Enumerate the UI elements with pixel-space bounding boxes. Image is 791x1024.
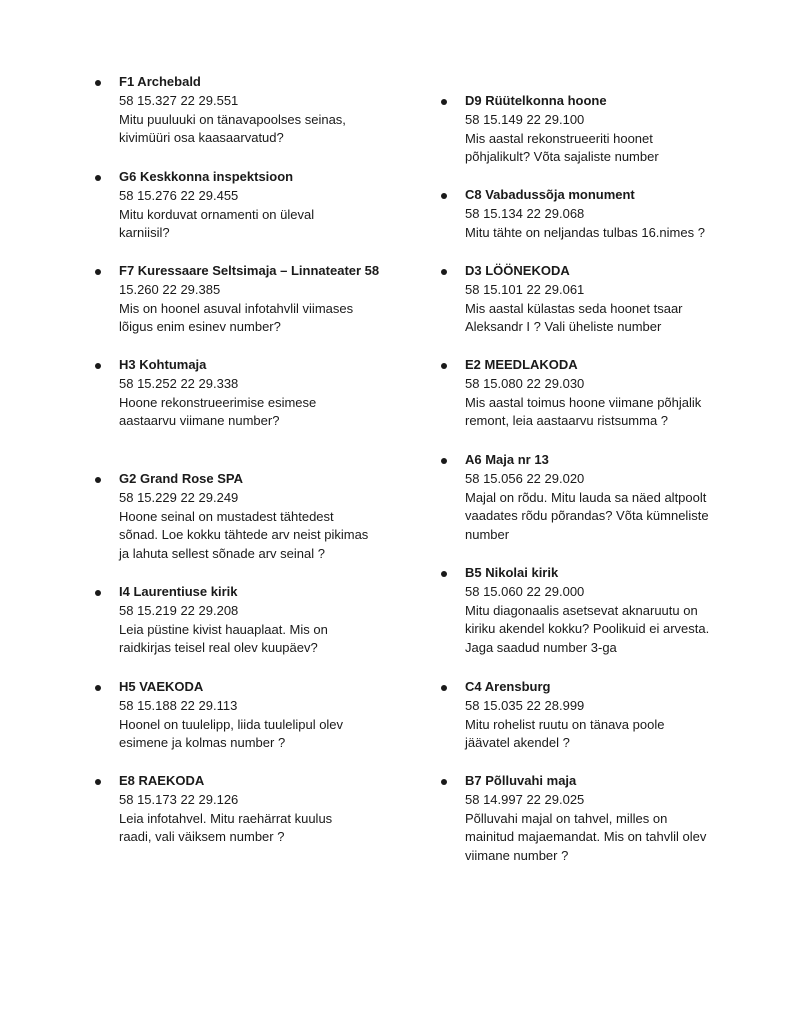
bullet-icon bbox=[95, 175, 101, 181]
question-text: Hoone seinal on mustadest tähtedest sõnad. Loe kokku tähtede arv neist pikimas ja lahuta sellest sõnade arv seinal ? bbox=[119, 508, 369, 562]
bullet-icon bbox=[441, 193, 447, 199]
location-title: F1 Archebald bbox=[119, 74, 201, 89]
list-item bbox=[95, 583, 395, 658]
list-item bbox=[441, 186, 741, 242]
bullet-icon bbox=[441, 458, 447, 464]
coordinates: 58 15.134 22 29.068 bbox=[465, 205, 585, 221]
list-item bbox=[441, 262, 741, 337]
bullet-icon bbox=[441, 779, 447, 785]
bullet-icon bbox=[95, 269, 101, 275]
coordinates: 58 15.080 22 29.030 bbox=[465, 375, 585, 391]
bullet-icon bbox=[441, 571, 447, 577]
list-item bbox=[441, 772, 741, 866]
location-title: D3 LÖÖNEKODA bbox=[465, 263, 570, 278]
bullet-icon bbox=[441, 363, 447, 369]
question-text: Leia infotahvel. Mitu raehärrat kuulus raadi, vali väiksem number ? bbox=[119, 810, 333, 845]
question-text: Mitu tähte on neljandas tulbas 16.nimes ? bbox=[465, 224, 705, 240]
bullet-icon bbox=[95, 779, 101, 785]
list-item bbox=[95, 772, 395, 847]
question-text: Majal on rõdu. Mitu lauda sa näed altpoolt vaadates rõdu põrandas? Võta kümneliste number bbox=[465, 489, 709, 543]
question-text: Hoone rekonstrueerimise esimese aastaarvu viimane number? bbox=[119, 394, 317, 429]
question-text: Põlluvahi majal on tahvel, milles on mainitud majaemandat. Mis on tahvlil olev viimane number ? bbox=[465, 810, 707, 864]
location-title: C4 Arensburg bbox=[465, 679, 551, 694]
bullet-icon bbox=[441, 99, 447, 105]
coordinates: 58 15.056 22 29.020 bbox=[465, 470, 585, 486]
bullet-icon bbox=[95, 80, 101, 86]
question-text: Mis on hoonel asuval infotahvlil viimases lõigus enim esinev number? bbox=[119, 300, 354, 335]
question-text: Mis aastal külastas seda hoonet tsaar Aleksandr I ? Vali üheliste number bbox=[465, 300, 683, 335]
location-title: A6 Maja nr 13 bbox=[465, 452, 549, 467]
question-text: Mis aastal rekonstrueeriti hoonet põhjalikult? Võta sajaliste number bbox=[465, 130, 659, 165]
location-title: I4 Laurentiuse kirik bbox=[119, 584, 238, 599]
list-item bbox=[441, 92, 741, 167]
coordinates: 58 15.173 22 29.126 bbox=[119, 791, 239, 807]
list-item bbox=[95, 470, 395, 564]
coordinates: 58 15.276 22 29.455 bbox=[119, 187, 239, 203]
coordinates: 58 15.101 22 29.061 bbox=[465, 281, 585, 297]
question-text: Hoonel on tuulelipp, liida tuulelipul olev esimene ja kolmas number ? bbox=[119, 716, 344, 751]
location-title: H5 VAEKODA bbox=[119, 679, 204, 694]
location-title: G2 Grand Rose SPA bbox=[119, 471, 244, 486]
list-item bbox=[95, 168, 395, 243]
coordinates: 58 15.035 22 28.999 bbox=[465, 697, 585, 713]
coordinates: 58 15.252 22 29.338 bbox=[119, 375, 239, 391]
bullet-icon bbox=[95, 590, 101, 596]
question-text: Mitu diagonaalis asetsevat aknaruutu on kiriku akendel kokku? Poolikuid ei arvesta. Jaga saadud number 3-ga bbox=[465, 602, 710, 656]
list-item bbox=[95, 73, 395, 148]
question-text: Mitu puuluuki on tänavapoolses seinas, kivimüüri osa kaasaarvatud? bbox=[119, 111, 346, 146]
location-title: G6 Keskkonna inspektsioon bbox=[119, 169, 294, 184]
list-item bbox=[95, 678, 395, 753]
list-item bbox=[441, 564, 741, 658]
coordinates: 58 14.997 22 29.025 bbox=[465, 791, 585, 807]
coordinates: 15.260 22 29.385 bbox=[119, 281, 221, 297]
question-text: Mitu rohelist ruutu on tänava poole jäävatel akendel ? bbox=[465, 716, 665, 751]
bullet-icon bbox=[441, 269, 447, 275]
list-item bbox=[441, 356, 741, 431]
bullet-icon bbox=[95, 685, 101, 691]
list-item bbox=[441, 451, 741, 545]
location-title: H3 Kohtumaja bbox=[119, 357, 207, 372]
location-title: D9 Rüütelkonna hoone bbox=[465, 93, 607, 108]
coordinates: 58 15.188 22 29.113 bbox=[119, 697, 238, 713]
location-title: F7 Kuressaare Seltsimaja – Linnateater 58 bbox=[119, 263, 380, 278]
location-title: B7 Põlluvahi maja bbox=[465, 773, 577, 788]
coordinates: 58 15.060 22 29.000 bbox=[465, 583, 585, 599]
coordinates: 58 15.219 22 29.208 bbox=[119, 602, 239, 618]
question-text: Mis aastal toimus hoone viimane põhjalik remont, leia aastaarvu ristsumma ? bbox=[465, 394, 702, 429]
bullet-icon bbox=[95, 477, 101, 483]
location-title: C8 Vabadussõja monument bbox=[465, 187, 635, 202]
location-title: E2 MEEDLAKODA bbox=[465, 357, 578, 372]
bullet-icon bbox=[95, 363, 101, 369]
coordinates: 58 15.327 22 29.551 bbox=[119, 92, 239, 108]
list-item bbox=[441, 678, 741, 753]
question-text: Mitu korduvat ornamenti on üleval karniisil? bbox=[119, 206, 315, 241]
bullet-icon bbox=[441, 685, 447, 691]
coordinates: 58 15.149 22 29.100 bbox=[465, 111, 585, 127]
list-item bbox=[95, 262, 395, 337]
coordinates: 58 15.229 22 29.249 bbox=[119, 489, 239, 505]
list-item bbox=[95, 356, 395, 431]
question-text: Leia püstine kivist hauaplaat. Mis on raidkirjas teisel real olev kuupäev? bbox=[119, 621, 328, 656]
location-title: B5 Nikolai kirik bbox=[465, 565, 559, 580]
location-title: E8 RAEKODA bbox=[119, 773, 205, 788]
